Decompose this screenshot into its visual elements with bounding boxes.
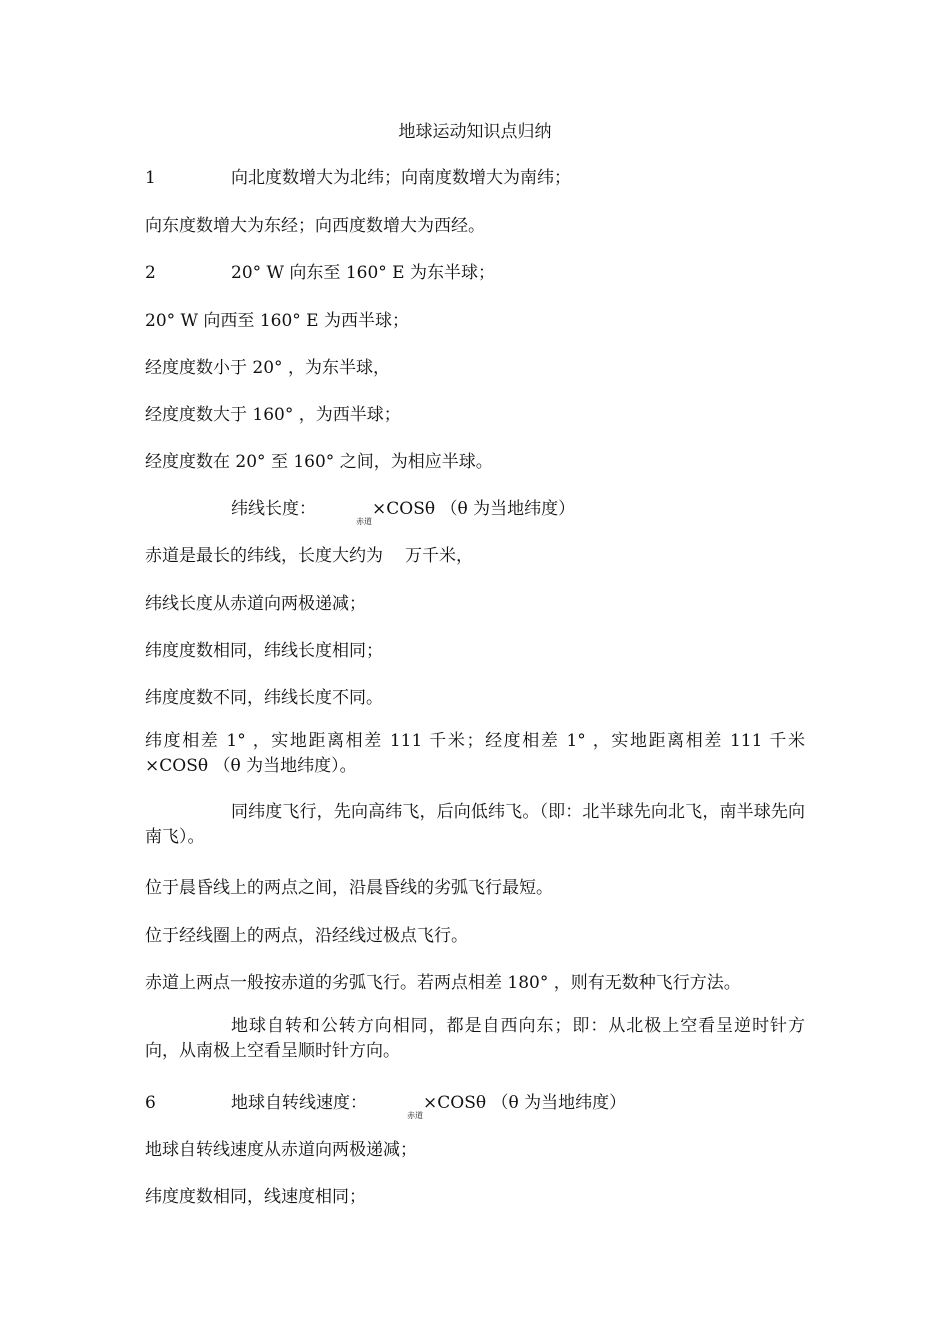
formula-label: 地球自转线速度： — [231, 1093, 367, 1113]
text-line: 向东度数增大为东经；向西度数增大为西经。 — [145, 216, 485, 236]
text-line: 位于经线圈上的两点，沿经线过极点飞行。 — [145, 926, 468, 946]
text-line: 经度度数在 20° 至 160° 之间，为相应半球。 — [145, 452, 493, 472]
point-number: 1 — [145, 168, 156, 188]
document-title: 地球运动知识点归纳 — [398, 122, 552, 142]
text-paragraph: 地球自转和公转方向相同，都是自西向东；即：从北极上空看呈逆时针方向，从南极上空看呈顺时针方向。 — [145, 1016, 805, 1061]
text-line: 经度度数小于 20° ，为东半球， — [145, 358, 390, 378]
text: 向北度数增大为北纬；向南度数增大为南纬； — [231, 168, 571, 188]
formula: ×COSθ （θ 为当地纬度） — [423, 1093, 627, 1113]
text-line: 经度度数大于 160° ，为西半球； — [145, 405, 401, 425]
text-paragraph: 纬度相差 1° ，实地距离相差 111 千米；经度相差 1° ，实地距离相差 111 千米×COSθ （θ 为当地纬度）。 — [145, 731, 805, 776]
text-line: 赤道上两点一般按赤道的劣弧飞行。若两点相差 180° ，则有无数种飞行方法。 — [145, 973, 741, 993]
point-6-line — [145, 1088, 627, 1120]
text: 万千米， — [405, 546, 473, 566]
text: 20° W 向东至 160° E 为东半球； — [231, 263, 495, 283]
text-line: 纬度度数相同，线速度相同； — [145, 1187, 366, 1207]
text-paragraph: 同纬度飞行，先向高纬飞，后向低纬飞。（即：北半球先向北飞，南半球先向南飞）。 — [145, 802, 805, 847]
point-1-line — [145, 163, 571, 188]
formula-label: 纬线长度： — [231, 499, 316, 519]
text: 赤道是最长的纬线，长度大约为 — [145, 546, 383, 566]
point-2-line — [145, 258, 495, 283]
text-line: 纬度度数相同，纬线长度相同； — [145, 641, 383, 661]
equator-subscript: 赤道 — [356, 517, 372, 526]
formula: ×COSθ （θ 为当地纬度） — [372, 499, 576, 519]
text-line: 纬度度数不同，纬线长度不同。 — [145, 688, 383, 708]
text-line: 20° W 向西至 160° E 为西半球； — [145, 311, 409, 331]
text-line: 纬线长度从赤道向两极递减； — [145, 594, 366, 614]
equator-length-line — [145, 541, 473, 566]
point-number: 2 — [145, 263, 156, 283]
point-number: 6 — [145, 1093, 156, 1113]
text-line: 地球自转线速度从赤道向两极递减； — [145, 1140, 417, 1160]
equator-subscript: 赤道 — [407, 1111, 423, 1120]
text-line: 位于晨昏线上的两点之间，沿晨昏线的劣弧飞行最短。 — [145, 878, 553, 898]
latitude-length-formula — [145, 494, 576, 526]
